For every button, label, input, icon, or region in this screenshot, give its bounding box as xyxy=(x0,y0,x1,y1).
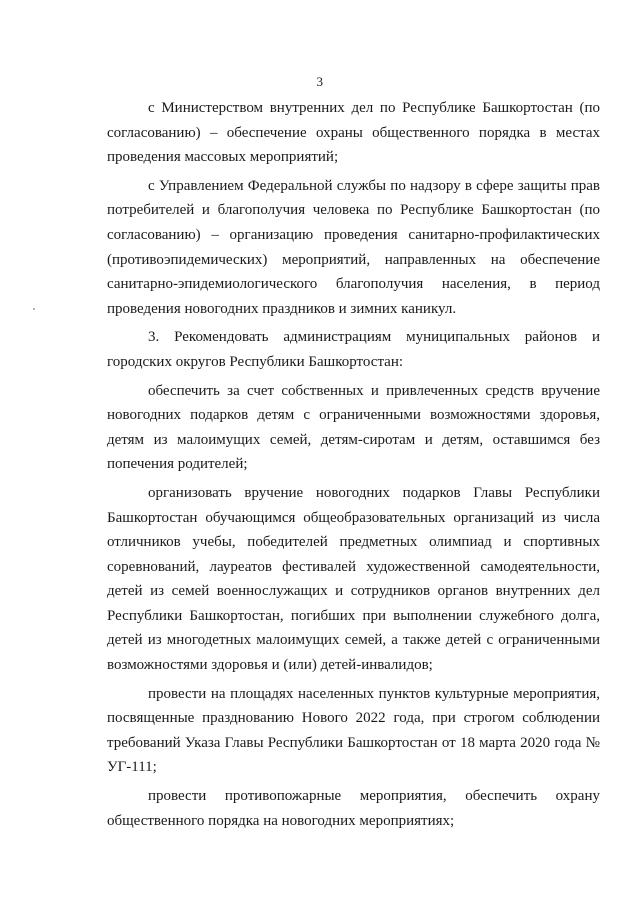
margin-mark xyxy=(33,308,35,310)
paragraph-mvd: с Министерством внутренних дел по Республике Башкортостан (по согласованию) – обеспечение охраны общественного порядка в местах проведения массовых мероприятий; xyxy=(107,100,600,166)
paragraph-fire-safety: провести противопожарные мероприятия, обеспечить охрану общественного порядка на новогодних мероприятиях; xyxy=(107,788,600,829)
paragraph-rospotrebnadzor: с Управлением Федеральной службы по надзору в сфере защиты прав потребителей и благополучия человека по Республике Башкортостан (по согласованию) – организацию проведения санитарно-профилактических (противоэпидемических) мероприятий, направленных на обеспечение санитарно-эпидемиологического благополучия населения, в период проведения новогодних праздников и зимних каникул. xyxy=(107,177,600,317)
paragraph-gifts-children: обеспечить за счет собственных и привлеченных средств вручение новогодних подарков детям с ограниченными возможностями здоровья, детям из малоимущих семей, детям-сиротам и детям, оставшимся без попечения родителей; xyxy=(107,382,600,473)
paragraph-cultural-events: провести на площадях населенных пунктов культурные мероприятия, посвященные празднованию Нового 2022 года, при строгом соблюдении требований Указа Главы Республики Башкортостан от 18 марта 2020 года № УГ-111; xyxy=(107,685,600,776)
paragraph-gifts-head: организовать вручение новогодних подарков Главы Республики Башкортостан обучающимся общеобразовательных организаций из числа отличников учебы, победителей предметных олимпиад и спортивных соревнований, лауреатов фестивалей художественной самодеятельности, детей из семей военнослужащих и сотрудников органов внутренних дел Республики Башкортостан, погибших при выполнении служебного долга, детей из многодетных малоимущих семей, а также детей с ограниченными возможностями здоровья и (или) детей-инвалидов; xyxy=(107,484,600,674)
page-number: 3 xyxy=(316,74,324,89)
document-body xyxy=(107,96,600,837)
paragraph-recommendation-3: 3. Рекомендовать администрациям муниципальных районов и городских округов Республики Башкортостан: xyxy=(107,329,600,370)
